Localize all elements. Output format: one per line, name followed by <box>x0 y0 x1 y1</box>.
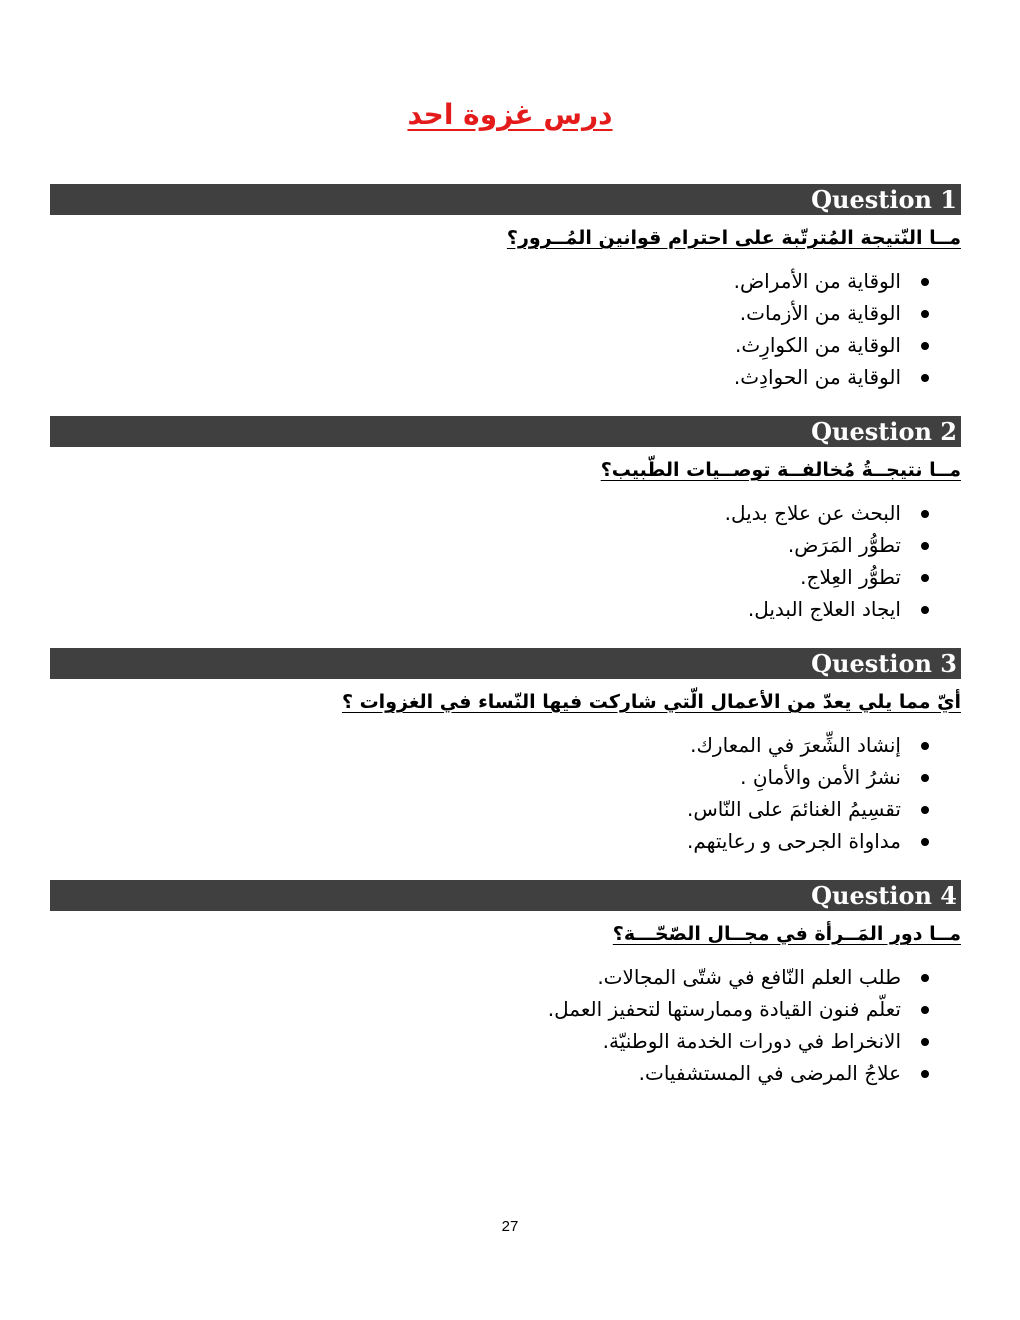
option-item <box>50 329 961 361</box>
question-text-2: مــا نتيجــةُ مُخالفــة توصــيات الطّبيب؟ <box>600 459 961 481</box>
option-text: تطوُّر العِلاج. <box>800 565 901 589</box>
option-text: البحث عن علاج بديل. <box>724 501 901 525</box>
option-text: الوقاية من الأمراض. <box>733 269 901 293</box>
bullet-icon <box>921 1038 929 1046</box>
option-item <box>50 529 961 561</box>
question-header-4: Question 4 <box>50 880 961 911</box>
option-item <box>50 361 961 393</box>
question-block-2 <box>50 416 961 625</box>
option-text: نشرُ الأمن والأمانِ . <box>740 765 901 789</box>
option-item <box>50 265 961 297</box>
option-item <box>50 729 961 761</box>
options-list-3 <box>50 729 961 857</box>
question-header-1: Question 1 <box>50 184 961 215</box>
option-text: ايجاد العلاج البديل. <box>747 597 901 621</box>
option-text: إنشاد الشِّعرَ في المعارك. <box>690 733 901 757</box>
options-list-1 <box>50 265 961 393</box>
bullet-icon <box>921 310 929 318</box>
question-text-4: مــا دور المَــرأة في مجــال الصّحّـــة؟ <box>612 923 961 945</box>
bullet-icon <box>921 510 929 518</box>
options-list-4 <box>50 961 961 1089</box>
options-list-2 <box>50 497 961 625</box>
bullet-icon <box>921 838 929 846</box>
option-item <box>50 497 961 529</box>
option-item <box>50 761 961 793</box>
option-item <box>50 593 961 625</box>
option-text: الوقاية من الأزمات. <box>739 301 901 325</box>
option-text: مداواة الجرحى و رعايتهم. <box>687 829 901 853</box>
question-block-4 <box>50 880 961 1089</box>
option-item <box>50 793 961 825</box>
question-header-3: Question 3 <box>50 648 961 679</box>
option-text: طلب العلم النّافع في شتّى المجالات. <box>597 965 901 989</box>
option-item <box>50 561 961 593</box>
bullet-icon <box>921 342 929 350</box>
option-text: علاجُ المرضى في المستشفيات. <box>638 1061 901 1085</box>
page-title: درس غزوة احد <box>407 98 613 131</box>
option-item <box>50 993 961 1025</box>
option-item <box>50 1025 961 1057</box>
bullet-icon <box>921 542 929 550</box>
question-block-3 <box>50 648 961 857</box>
option-item <box>50 825 961 857</box>
bullet-icon <box>921 374 929 382</box>
bullet-icon <box>921 278 929 286</box>
option-text: تقسِيمُ الغنائمَ على النّاس. <box>686 797 901 821</box>
option-item <box>50 1057 961 1089</box>
question-block-1 <box>50 184 961 393</box>
option-text: الانخراط في دورات الخدمة الوطنيّة. <box>602 1029 901 1053</box>
option-text: تعلّم فنون القيادة وممارستها لتحفيز العمل. <box>547 997 901 1021</box>
question-text-1: مــا النّتيجة المُترتّبة على احترام قوانين المُــرور؟ <box>506 227 961 249</box>
option-item <box>50 961 961 993</box>
question-text-3: أيّ مما يلي يعدّ من الأعمال الّتي شاركت فيها النّساء في الغزوات ؟ <box>341 691 961 713</box>
option-item <box>50 297 961 329</box>
option-text: تطوُّر المَرَض. <box>787 533 901 557</box>
page-title-container <box>0 98 1020 131</box>
bullet-icon <box>921 806 929 814</box>
bullet-icon <box>921 742 929 750</box>
bullet-icon <box>921 606 929 614</box>
bullet-icon <box>921 1070 929 1078</box>
option-text: الوقاية من الكوارِث. <box>734 333 901 357</box>
bullet-icon <box>921 774 929 782</box>
question-header-2: Question 2 <box>50 416 961 447</box>
bullet-icon <box>921 1006 929 1014</box>
bullet-icon <box>921 974 929 982</box>
page-number: 27 <box>501 1218 519 1235</box>
option-text: الوقاية من الحوادِث. <box>733 365 901 389</box>
bullet-icon <box>921 574 929 582</box>
